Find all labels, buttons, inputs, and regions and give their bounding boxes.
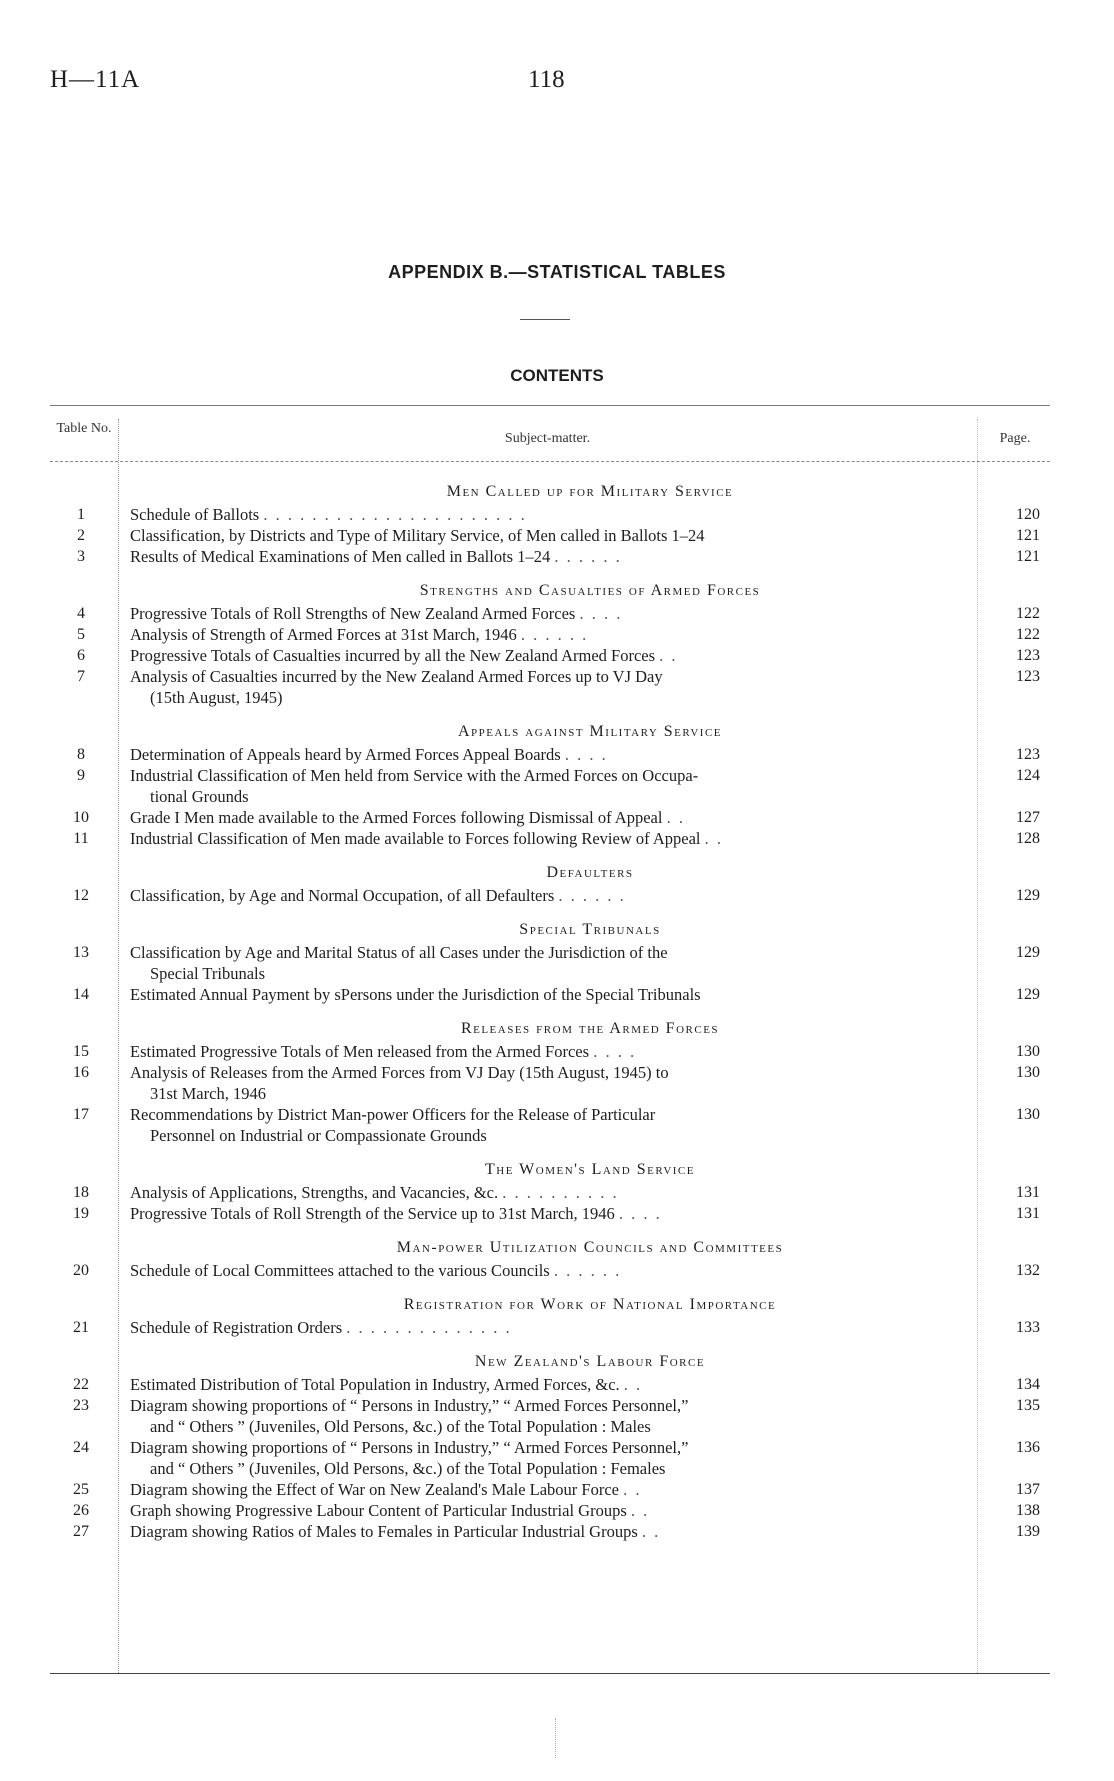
section-heading: Special Tribunals [519, 921, 661, 938]
leader-dots: . . . . . . . . . . [502, 1183, 619, 1202]
leader-dots: . . [666, 808, 685, 827]
contents-body [50, 481, 1050, 1555]
contents-section [50, 862, 1050, 906]
contents-heading: CONTENTS [510, 366, 604, 385]
contents-entry [50, 1521, 1050, 1542]
entry-page: 129 [1016, 944, 1040, 961]
contents-entry [50, 603, 1050, 624]
entry-text: Industrial Classification of Men held from Service with the Armed Forces on Occupa- [130, 766, 699, 785]
section-heading: Men Called up for Military Service [446, 483, 734, 500]
section-heading: Appeals against Military Service [457, 723, 723, 740]
entry-page: 122 [1016, 605, 1040, 622]
entry-page: 131 [1016, 1205, 1040, 1222]
entry-page: 124 [1016, 767, 1040, 784]
entry-subject [130, 1260, 968, 1281]
entry-subject [130, 645, 968, 666]
entry-text: Analysis of Casualties incurred by the New Zealand Armed Forces up to VJ Day [130, 667, 663, 686]
entry-subject [130, 666, 968, 708]
entry-page: 121 [1016, 548, 1040, 565]
entry-text: Analysis of Applications, Strengths, and Vacancies, &c. [130, 1183, 499, 1202]
page-number: 118 [528, 66, 565, 93]
entry-subject [130, 807, 968, 828]
title-divider [520, 319, 570, 320]
entry-text: Diagram showing the Effect of War on New Zealand's Male Labour Force [130, 1480, 619, 1499]
table-number: 25 [73, 1481, 89, 1498]
entry-subject [130, 885, 968, 906]
entry-subject [130, 765, 968, 807]
leader-dots: . . . . . . . . . . . . . . [346, 1318, 512, 1337]
entry-page: 137 [1016, 1481, 1040, 1498]
table-number: 1 [77, 506, 85, 523]
entry-text: Grade I Men made available to the Armed Forces following Dismissal of Appeal [130, 808, 663, 827]
page-mark [555, 1718, 556, 1758]
entry-text: Diagram showing proportions of “ Persons in Industry,” “ Armed Forces Personnel,” [130, 1438, 689, 1457]
entry-subject [130, 942, 968, 984]
entry-page: 129 [1016, 887, 1040, 904]
leader-dots: . . . . . . . . . . . . . . . . . . . . . . [263, 505, 527, 524]
entry-text: Schedule of Local Committees attached to the various Councils [130, 1261, 550, 1280]
entry-subject [130, 1437, 968, 1479]
entry-text: Industrial Classification of Men made available to Forces following Review of Appeal [130, 829, 701, 848]
contents-entry [50, 765, 1050, 807]
table-top-rule [50, 405, 1050, 406]
entry-text: Progressive Totals of Roll Strengths of New Zealand Armed Forces [130, 604, 576, 623]
table-bottom-rule [50, 1673, 1050, 1674]
entry-subject [130, 624, 968, 645]
leader-dots: . . . . . . [520, 625, 589, 644]
entry-text-continuation: (15th August, 1945) [150, 688, 283, 707]
table-number: 13 [73, 944, 89, 961]
contents-entry [50, 1437, 1050, 1479]
entry-text: Results of Medical Examinations of Men called in Ballots 1–24 [130, 547, 551, 566]
entry-text: Estimated Distribution of Total Population in Industry, Armed Forces, &c. [130, 1375, 620, 1394]
entry-subject [130, 1395, 968, 1437]
header-rule [50, 461, 1050, 462]
table-number: 4 [77, 605, 85, 622]
entry-page: 120 [1016, 506, 1040, 523]
entry-text: Recommendations by District Man-power Officers for the Release of Particular [130, 1105, 656, 1124]
leader-dots: . . . . [593, 1042, 637, 1061]
entry-subject [130, 744, 968, 765]
entry-text: Analysis of Strength of Armed Forces at 31st March, 1946 [130, 625, 517, 644]
entry-text: Classification by Age and Marital Status of all Cases under the Jurisdiction of the [130, 943, 668, 962]
entry-text: Progressive Totals of Roll Strength of the Service up to 31st March, 1946 [130, 1204, 615, 1223]
contents-entry [50, 1374, 1050, 1395]
entry-page: 128 [1016, 830, 1040, 847]
entry-text-continuation: Personnel on Industrial or Compassionate Grounds [150, 1126, 487, 1145]
table-number: 21 [73, 1319, 89, 1336]
table-number: 7 [77, 668, 85, 685]
contents-table [50, 405, 1050, 1685]
entry-page: 138 [1016, 1502, 1040, 1519]
contents-entry [50, 546, 1050, 567]
table-number: 8 [77, 746, 85, 763]
entry-subject [130, 1479, 968, 1500]
entry-text: Schedule of Registration Orders [130, 1318, 343, 1337]
table-number: 24 [73, 1439, 89, 1456]
document-reference: H—11A [50, 66, 141, 93]
entry-text: Schedule of Ballots [130, 505, 260, 524]
contents-entry [50, 1395, 1050, 1437]
leader-dots: . . [630, 1501, 650, 1520]
entry-page: 123 [1016, 647, 1040, 664]
entry-subject [130, 1317, 968, 1338]
entry-text-continuation: Special Tribunals [150, 964, 266, 983]
entry-text: Diagram showing proportions of “ Persons in Industry,” “ Armed Forces Personnel,” [130, 1396, 689, 1415]
entry-text-continuation: 31st March, 1946 [150, 1084, 266, 1103]
entry-text: Estimated Annual Payment by sPersons under the Jurisdiction of the Special Tribunals [130, 985, 701, 1004]
leader-dots: . . [704, 829, 723, 848]
entry-page: 133 [1016, 1319, 1040, 1336]
table-number: 16 [73, 1064, 89, 1081]
leader-dots: . . [623, 1375, 643, 1394]
entry-text: Determination of Appeals heard by Armed Forces Appeal Boards [130, 745, 561, 764]
entry-text-continuation: and “ Others ” (Juveniles, Old Persons, &c.) of the Total Population : Females [150, 1459, 666, 1478]
contents-entry [50, 984, 1050, 1005]
entry-page: 123 [1016, 668, 1040, 685]
entry-subject [130, 1062, 968, 1104]
contents-entry [50, 525, 1050, 546]
contents-entry [50, 1203, 1050, 1224]
table-number: 14 [73, 986, 89, 1003]
table-number: 26 [73, 1502, 89, 1519]
entry-page: 131 [1016, 1184, 1040, 1201]
entry-subject [130, 1203, 968, 1224]
leader-dots: . . . . [579, 604, 623, 623]
contents-entry [50, 1317, 1050, 1338]
entry-subject [130, 504, 968, 525]
entry-page: 121 [1016, 527, 1040, 544]
entry-text: Progressive Totals of Casualties incurred by all the New Zealand Armed Forces [130, 646, 656, 665]
entry-subject [130, 1041, 968, 1062]
section-heading: Man-power Utilization Councils and Committees [396, 1239, 784, 1256]
contents-section [50, 919, 1050, 1005]
contents-entry [50, 942, 1050, 984]
contents-section [50, 1018, 1050, 1146]
entry-text-continuation: and “ Others ” (Juveniles, Old Persons, &c.) of the Total Population : Males [150, 1417, 651, 1436]
section-heading: Registration for Work of National Importance [403, 1296, 777, 1313]
table-number: 2 [77, 527, 85, 544]
leader-dots: . . . . . . [553, 1261, 622, 1280]
contents-section [50, 580, 1050, 708]
entry-subject [130, 1104, 968, 1146]
section-heading: Releases from the Armed Forces [460, 1020, 720, 1037]
entry-subject [130, 984, 968, 1005]
entry-subject [130, 1374, 968, 1395]
contents-entry [50, 744, 1050, 765]
leader-dots: . . . . [564, 745, 608, 764]
contents-section [50, 1294, 1050, 1338]
leader-dots: . . . . . . [554, 547, 622, 566]
table-number: 6 [77, 647, 85, 664]
contents-entry [50, 666, 1050, 708]
contents-entry [50, 885, 1050, 906]
contents-entry [50, 828, 1050, 849]
section-heading: The Women's Land Service [485, 1161, 695, 1178]
table-number: 12 [73, 887, 89, 904]
entry-text: Classification, by Age and Normal Occupation, of all Defaulters [130, 886, 555, 905]
table-number: 17 [73, 1106, 89, 1123]
entry-subject [130, 603, 968, 624]
entry-subject [130, 546, 968, 567]
contents-section [50, 1159, 1050, 1224]
entry-page: 139 [1016, 1523, 1040, 1540]
contents-entry [50, 1104, 1050, 1146]
table-number: 19 [73, 1205, 89, 1222]
entry-page: 134 [1016, 1376, 1040, 1393]
entry-text-continuation: tional Grounds [150, 787, 249, 806]
table-number: 3 [77, 548, 85, 565]
table-number: 20 [73, 1262, 89, 1279]
table-number: 22 [73, 1376, 89, 1393]
entry-page: 130 [1016, 1106, 1040, 1123]
page-title: APPENDIX B.—STATISTICAL TABLES [388, 262, 726, 282]
entry-subject [130, 1182, 968, 1203]
entry-text: Graph showing Progressive Labour Content of Particular Industrial Groups [130, 1501, 627, 1520]
contents-entry [50, 1479, 1050, 1500]
entry-page: 132 [1016, 1262, 1040, 1279]
leader-dots: . . . . . . [558, 886, 626, 905]
entry-page: 129 [1016, 986, 1040, 1003]
table-number: 18 [73, 1184, 89, 1201]
contents-entry [50, 624, 1050, 645]
table-number: 27 [73, 1523, 89, 1540]
table-number: 5 [77, 626, 85, 643]
section-heading: Strengths and Casualties of Armed Forces [419, 582, 761, 599]
contents-entry [50, 807, 1050, 828]
entry-page: 136 [1016, 1439, 1040, 1456]
table-number: 23 [73, 1397, 89, 1414]
leader-dots: . . [659, 646, 678, 665]
table-number: 11 [73, 830, 89, 847]
leader-dots: . . [623, 1480, 642, 1499]
entry-subject [130, 1521, 968, 1542]
section-heading: Defaulters [546, 864, 634, 881]
contents-entry [50, 1182, 1050, 1203]
table-number: 15 [73, 1043, 89, 1060]
entry-subject [130, 1500, 968, 1521]
entry-subject [130, 828, 968, 849]
entry-page: 123 [1016, 746, 1040, 763]
leader-dots: . . [641, 1522, 661, 1541]
entry-text: Diagram showing Ratios of Males to Females in Particular Industrial Groups [130, 1522, 638, 1541]
entry-page: 122 [1016, 626, 1040, 643]
column-header-page: Page. [999, 431, 1031, 446]
contents-section [50, 721, 1050, 849]
section-heading: New Zealand's Labour Force [474, 1353, 706, 1370]
table-number: 10 [73, 809, 89, 826]
contents-entry [50, 1062, 1050, 1104]
entry-page: 135 [1016, 1397, 1040, 1414]
contents-entry [50, 1500, 1050, 1521]
entry-text: Classification, by Districts and Type of Military Service, of Men called in Ballots 1–24 [130, 526, 705, 545]
entry-page: 127 [1016, 809, 1040, 826]
entry-text: Estimated Progressive Totals of Men released from the Armed Forces [130, 1042, 590, 1061]
entry-subject [130, 525, 968, 546]
entry-page: 130 [1016, 1043, 1040, 1060]
entry-page: 130 [1016, 1064, 1040, 1081]
leader-dots: . . . . [618, 1204, 662, 1223]
contents-entry [50, 645, 1050, 666]
contents-entry [50, 1260, 1050, 1281]
column-header-table-no: Table No. [56, 421, 112, 436]
contents-section [50, 481, 1050, 567]
entry-text: Analysis of Releases from the Armed Forces from VJ Day (15th August, 1945) to [130, 1063, 669, 1082]
table-number: 9 [77, 767, 85, 784]
contents-entry [50, 504, 1050, 525]
column-header-subject: Subject-matter. [504, 431, 591, 446]
contents-entry [50, 1041, 1050, 1062]
contents-section [50, 1351, 1050, 1542]
contents-section [50, 1237, 1050, 1281]
